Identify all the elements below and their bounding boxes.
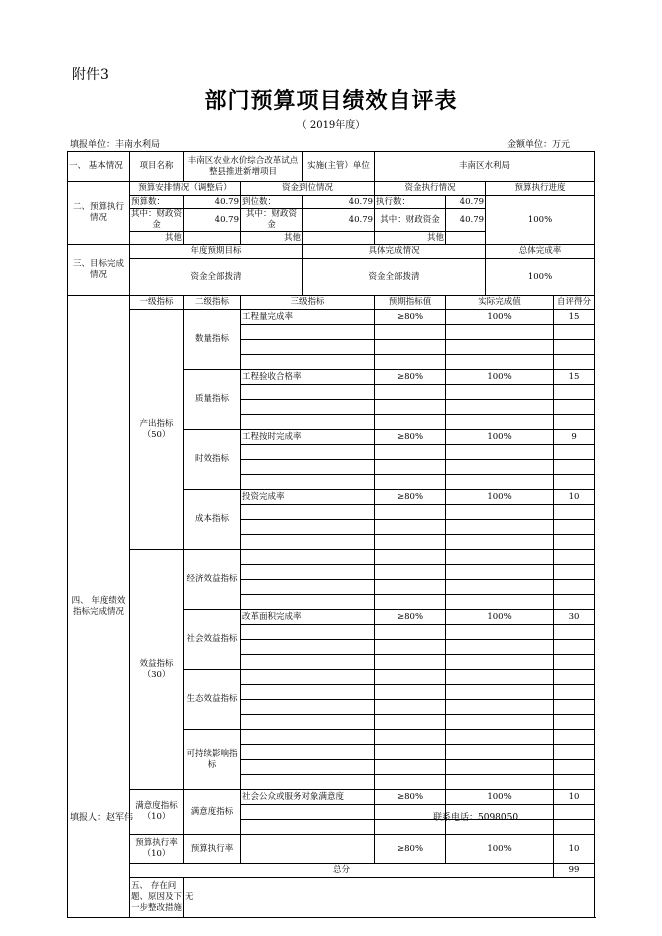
l2-header: 二级指标 bbox=[184, 296, 241, 310]
total-rate-value: 100% bbox=[486, 259, 595, 296]
table-cell bbox=[241, 805, 375, 820]
table-cell bbox=[446, 700, 554, 715]
total-label: 总分 bbox=[130, 864, 554, 878]
social-expected: ≥80% bbox=[375, 610, 446, 625]
table-cell bbox=[241, 550, 375, 565]
table-cell bbox=[241, 340, 375, 355]
table-cell bbox=[375, 325, 446, 340]
satisfaction-l1: 满意度指标（10） bbox=[130, 790, 184, 835]
table-cell bbox=[554, 685, 595, 700]
score-header: 自评得分 bbox=[554, 296, 595, 310]
cost-score: 10 bbox=[554, 490, 595, 505]
table-cell bbox=[375, 655, 446, 670]
exec-value: 40.79 bbox=[446, 196, 486, 209]
table-cell bbox=[375, 355, 446, 370]
cost-expected: ≥80% bbox=[375, 490, 446, 505]
cost-indicator-name: 投资完成率 bbox=[241, 490, 375, 505]
table-cell bbox=[375, 685, 446, 700]
table-cell bbox=[554, 385, 595, 400]
table-cell bbox=[446, 715, 554, 730]
reporting-unit: 填报单位：丰南水利局 bbox=[70, 140, 161, 150]
table-cell bbox=[375, 745, 446, 760]
actual-header: 实际完成值 bbox=[446, 296, 554, 310]
table-cell bbox=[241, 685, 375, 700]
attachment-label: 附件3 bbox=[72, 67, 109, 83]
table-cell bbox=[375, 715, 446, 730]
table-cell bbox=[554, 475, 595, 490]
project-name-label: 项目名称 bbox=[130, 152, 184, 182]
section3-label: 三、目标完成情况 bbox=[68, 245, 130, 296]
section5-label: 五、 存在问题、原因及下一步整改措施 bbox=[130, 878, 184, 918]
output-l1: 产出指标（50） bbox=[130, 310, 184, 550]
table-cell bbox=[554, 445, 595, 460]
budget-other-label: 其他 bbox=[130, 232, 184, 245]
table-cell bbox=[241, 445, 375, 460]
table-cell bbox=[554, 415, 595, 430]
table-cell bbox=[375, 535, 446, 550]
table-cell bbox=[446, 355, 554, 370]
table-cell bbox=[554, 580, 595, 595]
economic-l2: 经济效益指标 bbox=[184, 550, 241, 610]
exec-expected: ≥80% bbox=[375, 835, 446, 864]
evaluation-table bbox=[67, 151, 595, 918]
total-score: 99 bbox=[554, 864, 595, 878]
sat-score: 10 bbox=[554, 790, 595, 805]
table-cell bbox=[241, 640, 375, 655]
budget-fiscal-value: 40.79 bbox=[184, 209, 241, 232]
table-cell bbox=[375, 520, 446, 535]
table-cell bbox=[375, 670, 446, 685]
table-cell bbox=[241, 745, 375, 760]
table-cell bbox=[446, 565, 554, 580]
budget-value: 40.79 bbox=[184, 196, 241, 209]
exec-header: 资金执行情况 bbox=[375, 182, 486, 196]
actual-completion-value: 资金全部拨清 bbox=[303, 259, 486, 296]
section2-label: 二、预算执行情况 bbox=[68, 182, 130, 245]
time-score: 9 bbox=[554, 430, 595, 445]
table-cell bbox=[375, 775, 446, 790]
actual-completion-header: 具体完成情况 bbox=[303, 245, 486, 259]
exec-actual: 100% bbox=[446, 835, 554, 864]
table-cell bbox=[241, 355, 375, 370]
cost-actual: 100% bbox=[446, 490, 554, 505]
exec-other-label: 其他 bbox=[375, 232, 446, 245]
arrival-header: 资金到位情况 bbox=[241, 182, 375, 196]
impl-unit-label: 实施(主管）单位 bbox=[303, 152, 375, 182]
table-cell bbox=[375, 640, 446, 655]
report-year: （ 2019年度） bbox=[296, 120, 366, 131]
table-cell bbox=[241, 535, 375, 550]
exec-score: 10 bbox=[554, 835, 595, 864]
quantity-l2: 数量指标 bbox=[184, 310, 241, 370]
table-cell bbox=[554, 325, 595, 340]
quality-l2: 质量指标 bbox=[184, 370, 241, 430]
table-cell bbox=[241, 595, 375, 610]
qty-indicator-name: 工程量完成率 bbox=[241, 310, 375, 325]
table-cell bbox=[375, 730, 446, 745]
table-cell bbox=[241, 385, 375, 400]
qty-score: 15 bbox=[554, 310, 595, 325]
quality-actual: 100% bbox=[446, 370, 554, 385]
table-cell bbox=[446, 475, 554, 490]
exec-rate-l2: 预算执行率 bbox=[184, 835, 241, 864]
budget-header: 预算安排情况（调整后） bbox=[130, 182, 241, 196]
sat-actual: 100% bbox=[446, 790, 554, 805]
qty-expected: ≥80% bbox=[375, 310, 446, 325]
table-cell bbox=[241, 715, 375, 730]
exec-fiscal-label: 其中：财政资金 bbox=[375, 209, 446, 232]
sat-expected: ≥80% bbox=[375, 790, 446, 805]
table-cell bbox=[241, 475, 375, 490]
progress-header: 预算执行进度 bbox=[486, 182, 595, 196]
table-cell bbox=[554, 535, 595, 550]
exec-fiscal-value: 40.79 bbox=[446, 209, 486, 232]
table-cell bbox=[241, 820, 375, 835]
total-rate-header: 总体完成率 bbox=[486, 245, 595, 259]
table-cell bbox=[241, 565, 375, 580]
table-cell bbox=[241, 760, 375, 775]
table-cell bbox=[375, 505, 446, 520]
section1-label: 一、 基本情况 bbox=[68, 152, 130, 182]
section4-label: 四、 年度绩效指标完成情况 bbox=[68, 296, 130, 918]
filler-name: 填报人：赵军伟 bbox=[70, 813, 134, 823]
table-cell bbox=[554, 355, 595, 370]
table-cell bbox=[241, 520, 375, 535]
table-cell bbox=[241, 700, 375, 715]
exec-other-value bbox=[446, 232, 486, 245]
arrival-fiscal-label: 其中：财政资金 bbox=[241, 209, 303, 232]
table-cell bbox=[554, 670, 595, 685]
table-cell bbox=[446, 760, 554, 775]
table-cell bbox=[375, 460, 446, 475]
table-cell bbox=[375, 700, 446, 715]
table-cell bbox=[554, 640, 595, 655]
ecological-l2: 生态效益指标 bbox=[184, 670, 241, 730]
table-cell bbox=[554, 760, 595, 775]
table-cell bbox=[554, 550, 595, 565]
table-cell bbox=[375, 400, 446, 415]
table-cell bbox=[375, 580, 446, 595]
table-cell bbox=[241, 625, 375, 640]
table-cell bbox=[446, 595, 554, 610]
table-cell bbox=[241, 580, 375, 595]
table-cell bbox=[446, 640, 554, 655]
table-cell bbox=[241, 400, 375, 415]
arrival-fiscal-value: 40.79 bbox=[303, 209, 375, 232]
time-l2: 时效指标 bbox=[184, 430, 241, 490]
table-cell bbox=[446, 670, 554, 685]
table-cell bbox=[241, 775, 375, 790]
table-cell bbox=[446, 445, 554, 460]
l3-header: 三级指标 bbox=[241, 296, 375, 310]
table-cell bbox=[375, 595, 446, 610]
arrival-value: 40.79 bbox=[303, 196, 375, 209]
table-cell bbox=[241, 415, 375, 430]
table-cell bbox=[554, 625, 595, 640]
table-cell bbox=[554, 700, 595, 715]
table-cell bbox=[241, 730, 375, 745]
cost-l2: 成本指标 bbox=[184, 490, 241, 550]
social-score: 30 bbox=[554, 610, 595, 625]
table-cell bbox=[446, 775, 554, 790]
table-cell bbox=[446, 625, 554, 640]
table-cell bbox=[554, 520, 595, 535]
social-actual: 100% bbox=[446, 610, 554, 625]
table-cell bbox=[446, 655, 554, 670]
amount-unit: 金额单位：万元 bbox=[506, 140, 570, 150]
arrival-label: 到位数： bbox=[241, 196, 303, 209]
benefit-l1: 效益指标（30） bbox=[130, 550, 184, 790]
table-cell bbox=[554, 775, 595, 790]
table-cell bbox=[554, 460, 595, 475]
progress-value: 100% bbox=[486, 196, 595, 245]
table-cell bbox=[446, 415, 554, 430]
table-cell bbox=[446, 580, 554, 595]
table-cell bbox=[554, 820, 595, 835]
table-cell bbox=[375, 565, 446, 580]
table-cell bbox=[446, 505, 554, 520]
table-cell bbox=[446, 535, 554, 550]
time-indicator-name: 工程按时完成率 bbox=[241, 430, 375, 445]
table-cell bbox=[554, 745, 595, 760]
table-cell bbox=[446, 550, 554, 565]
table-cell bbox=[446, 745, 554, 760]
table-cell bbox=[241, 460, 375, 475]
table-cell bbox=[554, 715, 595, 730]
qty-actual: 100% bbox=[446, 310, 554, 325]
table-cell bbox=[375, 445, 446, 460]
table-cell bbox=[446, 340, 554, 355]
table-cell bbox=[375, 625, 446, 640]
page-title: 部门预算项目绩效自评表 bbox=[204, 88, 458, 114]
table-cell bbox=[446, 385, 554, 400]
table-cell bbox=[375, 385, 446, 400]
table-cell bbox=[375, 550, 446, 565]
table-cell bbox=[554, 505, 595, 520]
quality-score: 15 bbox=[554, 370, 595, 385]
table-cell bbox=[554, 400, 595, 415]
annual-goal-value: 资金全部拨清 bbox=[130, 259, 303, 296]
table-cell bbox=[446, 400, 554, 415]
exec-label: 执行数： bbox=[375, 196, 446, 209]
quality-indicator-name: 工程验收合格率 bbox=[241, 370, 375, 385]
table-cell bbox=[554, 595, 595, 610]
table-cell bbox=[241, 505, 375, 520]
table-cell bbox=[241, 655, 375, 670]
satisfaction-l2: 满意度指标 bbox=[184, 790, 241, 835]
table-cell bbox=[446, 520, 554, 535]
annual-goal-header: 年度预期目标 bbox=[130, 245, 303, 259]
quality-expected: ≥80% bbox=[375, 370, 446, 385]
table-cell bbox=[446, 730, 554, 745]
social-l2: 社会效益指标 bbox=[184, 610, 241, 670]
table-cell bbox=[241, 325, 375, 340]
exec-rate-l1: 预算执行率（10） bbox=[130, 835, 184, 864]
table-cell bbox=[554, 655, 595, 670]
exec-indicator-name bbox=[241, 835, 375, 864]
table-cell bbox=[446, 685, 554, 700]
time-expected: ≥80% bbox=[375, 430, 446, 445]
table-cell bbox=[554, 340, 595, 355]
sat-indicator-name: 社会公众或服务对象满意度 bbox=[241, 790, 375, 805]
table-cell bbox=[241, 670, 375, 685]
sustainability-l2: 可持续影响指标 bbox=[184, 730, 241, 790]
table-cell bbox=[554, 805, 595, 820]
arrival-other-label: 其他 bbox=[241, 232, 303, 245]
table-cell bbox=[375, 475, 446, 490]
l1-header: 一级指标 bbox=[130, 296, 184, 310]
section5-value: 无 bbox=[184, 878, 595, 918]
impl-unit-value: 丰南区水利局 bbox=[375, 152, 595, 182]
budget-fiscal-label: 其中：财政资金 bbox=[131, 209, 183, 230]
table-cell bbox=[446, 460, 554, 475]
social-indicator-name: 改革面积完成率 bbox=[241, 610, 375, 625]
arrival-other-value bbox=[303, 232, 375, 245]
expected-header: 预期指标值 bbox=[375, 296, 446, 310]
project-name-value: 丰南区农业水价综合改革试点整县推进新增项目 bbox=[184, 152, 303, 182]
table-cell bbox=[375, 340, 446, 355]
table-cell bbox=[554, 565, 595, 580]
table-cell bbox=[446, 325, 554, 340]
contact-phone: 联系电话：5098050 bbox=[433, 813, 519, 823]
table-cell bbox=[375, 760, 446, 775]
time-actual: 100% bbox=[446, 430, 554, 445]
table-cell bbox=[375, 415, 446, 430]
table-cell bbox=[554, 730, 595, 745]
budget-label: 预算数： bbox=[130, 196, 184, 209]
budget-other-value bbox=[184, 232, 241, 245]
